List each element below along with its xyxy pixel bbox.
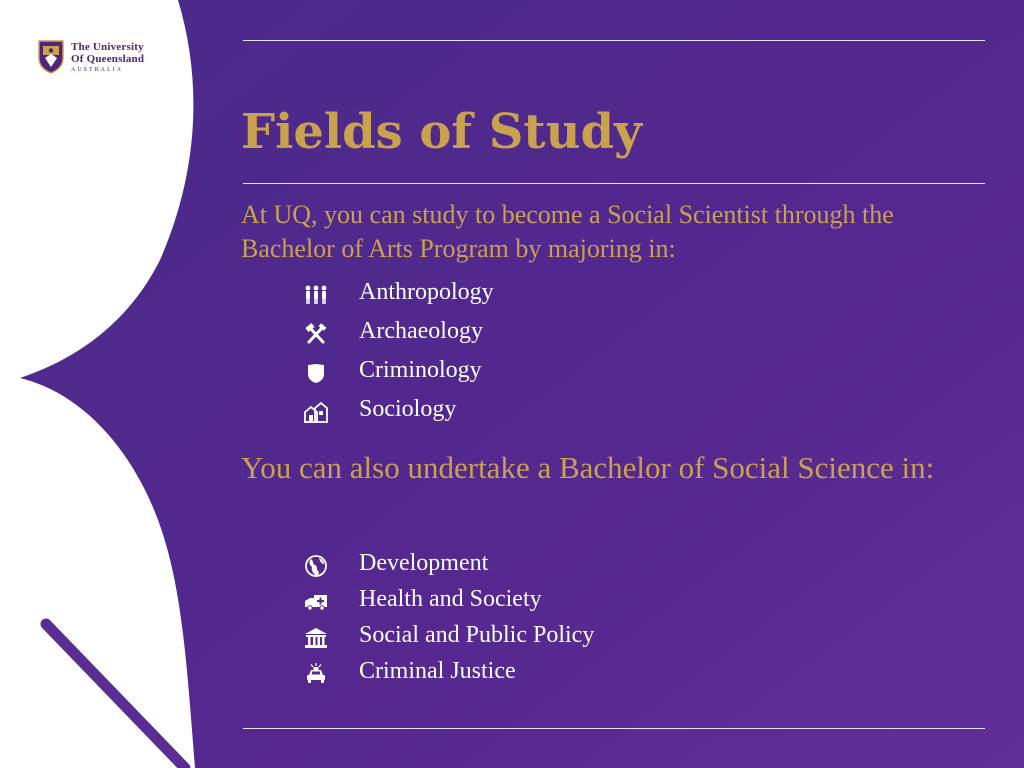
list-item-label: Social and Public Policy bbox=[359, 622, 595, 648]
government-building-icon bbox=[303, 626, 329, 650]
logo-line-1: The University bbox=[71, 41, 144, 53]
list-item-label: Sociology bbox=[359, 396, 457, 422]
diagonal-stroke bbox=[46, 624, 185, 768]
list-item-label: Anthropology bbox=[359, 279, 494, 305]
tools-icon bbox=[303, 322, 329, 346]
crest-icon bbox=[38, 40, 64, 74]
page-title: Fields of Study bbox=[241, 104, 642, 160]
list-item-label: Criminology bbox=[359, 357, 482, 383]
logo-line-2: Of Queensland bbox=[71, 53, 145, 65]
list-item-label: Archaeology bbox=[359, 318, 483, 344]
title-rule bbox=[243, 183, 985, 184]
community-icon bbox=[303, 400, 329, 424]
bottom-rule bbox=[243, 728, 985, 729]
second-intro-paragraph: You can also undertake a Bachelor of Social Science in: bbox=[241, 450, 935, 485]
shield-icon bbox=[303, 361, 329, 385]
police-car-icon bbox=[303, 662, 329, 686]
list-item-label: Criminal Justice bbox=[359, 658, 516, 684]
university-logo bbox=[38, 40, 178, 80]
list-item-label: Health and Society bbox=[359, 586, 542, 612]
ambulance-icon bbox=[303, 590, 329, 614]
logo-wordmark bbox=[71, 41, 144, 75]
intro-paragraph: At UQ, you can study to become a Social Scientist through the Bachelor of Arts Program by majoring in: bbox=[241, 200, 894, 263]
people-icon bbox=[303, 283, 329, 307]
top-rule bbox=[243, 40, 985, 41]
logo-line-3: AUSTRALIA bbox=[71, 67, 123, 73]
globe-icon bbox=[303, 554, 329, 578]
list-item-label: Development bbox=[359, 550, 489, 576]
